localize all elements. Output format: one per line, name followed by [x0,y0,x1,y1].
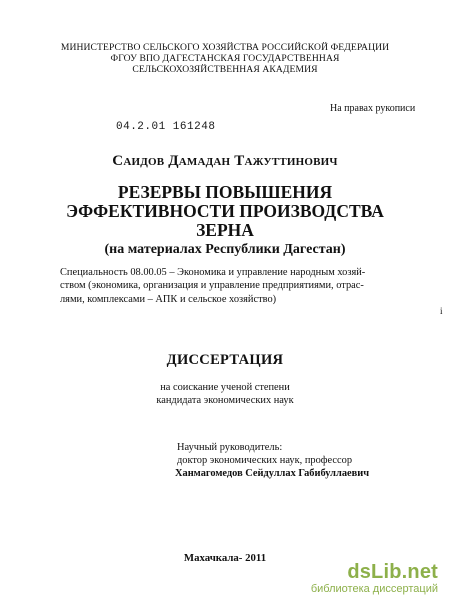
ministry-line-2: ФГОУ ВПО ДАГЕСТАНСКАЯ ГОСУДАРСТВЕННАЯ [110,53,340,64]
ministry-line-1: МИНИСТЕРСТВО СЕЛЬСКОГО ХОЗЯЙСТВА РОССИЙСКОЙ ФЕДЕРАЦИИ [60,42,390,53]
degree-line-2: кандидата экономических наук [156,395,294,406]
dissertation-title [0,183,450,240]
catalog-code: 04.2.01 161248 [116,121,216,133]
title-line-3: ЗЕРНА [196,220,254,240]
degree-text [0,381,450,407]
supervisor-name: Ханмагомедов Сейдуллах Габибуллаевич [175,468,370,480]
specialty-line-2: ством (экономика, организация и управление предприятиями, отрас- [60,280,364,292]
watermark-brand[interactable]: dsLib.net [347,561,438,583]
specialty-line-1: Специальность 08.00.05 – Экономика и управление народным хозяй- [60,267,366,278]
rights-note: На правах рукописи [330,103,416,114]
supervisor-label: Научный руководитель: [177,442,283,453]
ministry-line-3: СЕЛЬСКОХОЗЯЙСТВЕННАЯ АКАДЕМИЯ [132,64,318,75]
ministry-header [0,42,450,75]
watermark-tagline: библиотека диссертаций [310,583,438,595]
specialty-line-3: лями, комплексами – АПК и сельское хозяйство) [60,293,277,305]
title-line-2: ЭФФЕКТИВНОСТИ ПРОИЗВОДСТВА [66,201,384,221]
city-year: Махачкала- 2011 [183,552,267,564]
supervisor-block [177,441,369,481]
dissertation-subtitle: (на материалах Республики Дагестан) [104,242,346,257]
author-name: Саидов Дамадан Тажуттинович [112,153,338,169]
supervisor-credentials: доктор экономических наук, профессор [177,455,353,467]
stray-mark: i [440,306,443,316]
title-line-1: РЕЗЕРВЫ ПОВЫШЕНИЯ [117,182,333,202]
degree-line-1: на соискание ученой степени [160,382,290,393]
specialty-text [60,266,394,306]
document-type: ДИССЕРТАЦИЯ [166,352,284,368]
site-watermark[interactable] [311,562,438,596]
